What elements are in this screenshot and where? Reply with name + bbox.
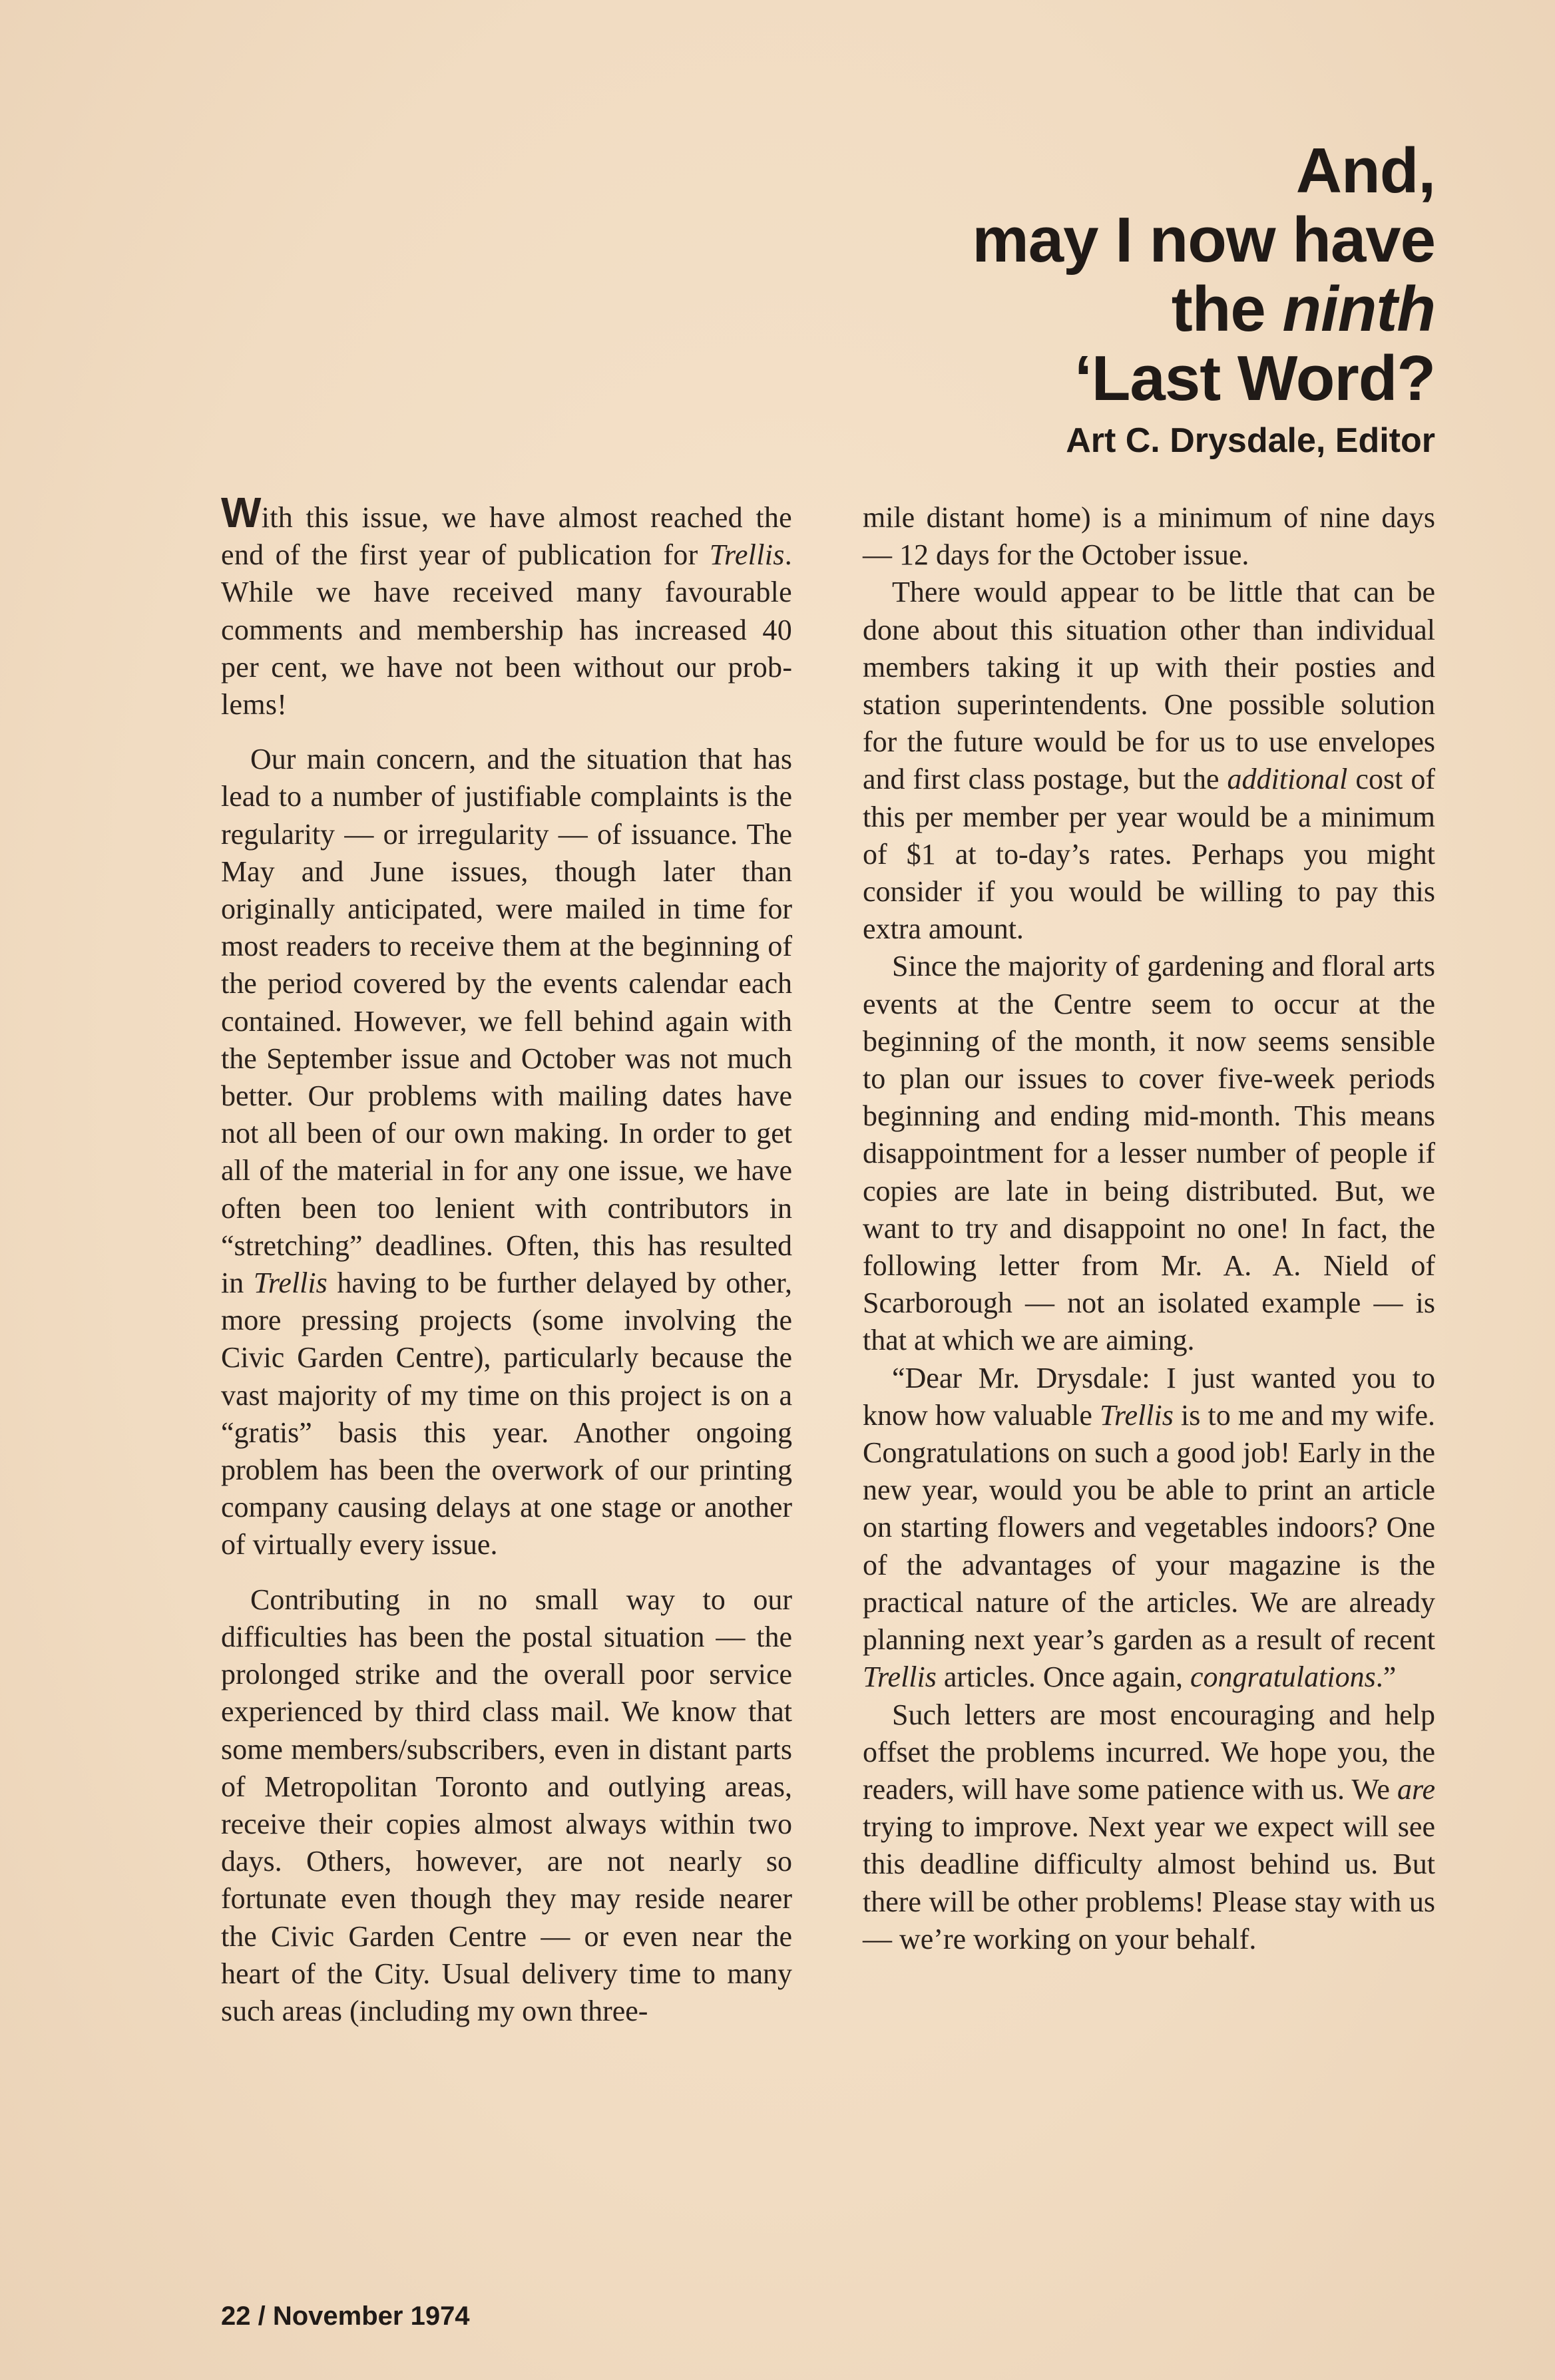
left-p1-text-a: ith this issue, we have almost reached the end of the first year of publication for (221, 501, 792, 572)
right-column (863, 499, 1435, 1958)
left-paragraph-2 (221, 741, 792, 1563)
left-p1-text-b: . While we have received many favourable comments and membership has increased 40 per cent, we have not been without our problems! (221, 538, 792, 721)
title-line-3 (972, 275, 1435, 344)
byline: Art C. Drysdale, Editor (1066, 421, 1435, 460)
left-paragraph-1 (221, 489, 792, 723)
right-paragraph-1: mile distant home) is a minimum of nine days — 12 days for the October issue. (863, 501, 1435, 572)
right-paragraph-2 (863, 574, 1435, 948)
right-paragraph-5 (863, 1696, 1435, 1958)
left-p2-italic: Trellis (253, 1267, 328, 1300)
right-p5-text-b: trying to improve. Next year we expect will see this deadline difficulty almost behind us. But there will be other problems! Please stay with us — we’re working on your behalf. (863, 1810, 1435, 1955)
left-p2-text-b: having to be further delayed by other, more pressing projects (some involving the Civic Garden Centre), particularly because the vast majority of my time on this project is on a “gratis” basis this year. Another ongoing problem has been the overwork of our printing company causing delays at one stage or another of virtually every issue. (221, 1267, 792, 1561)
right-p4-text-a: “Dear Mr. Drysdale: I just wanted you to know how valuable (863, 1361, 1435, 1432)
right-p5-text-a: Such letters are most encouraging and help offset the problems incurred. We hope you, the readers, will have some patience with us. We (863, 1698, 1435, 1806)
right-p4-text-d: .” (1375, 1661, 1397, 1694)
right-p4-italic-3: congratulations (1190, 1661, 1376, 1694)
page-folio: 22 / November 1974 (221, 2301, 470, 2331)
right-p5-italic: are (1397, 1772, 1435, 1806)
left-p1-italic: Trellis (709, 538, 785, 572)
right-p2-italic: additional (1227, 763, 1348, 796)
right-p4-italic-1: Trellis (1100, 1398, 1174, 1432)
title-line-4: ‘Last Word? (1074, 343, 1435, 414)
right-p2-text-b: cost of this per member per year would be a minimum of $1 at to-day’s rates. Perhaps you might consider if you would be willing to pay this extra amount. (863, 763, 1435, 946)
right-p2-text-a: There would appear to be little that can be done about this situation other than individual members taking it up with their posties and station superintendents. One possible solution for the future would be for us to use envelopes and first class postage, but the (863, 576, 1435, 796)
right-p4-text-c: articles. Once again, (936, 1661, 1191, 1694)
left-paragraph-3: Contributing in no small way to our difficulties has been the postal situation — the prolonged strike and the overall poor service experienced by third class mail. We know that some members/subscribers, even in distant parts of Metropolitan Toronto and outlying areas, receive their copies almost always within two days. Others, however, are not nearly so fortunate even though they may reside nearer the Civic Garden Centre — or even near the heart of the City. Usual delivery time to many such areas (including my own three- (221, 1583, 792, 2027)
article-title (972, 136, 1435, 413)
title-line-1: And, (1295, 135, 1435, 206)
drop-cap: W (221, 489, 262, 536)
right-paragraph-4 (863, 1360, 1435, 1696)
left-p2-text-a: Our main concern, and the situation that has lead to a number of justifiable complaints is the regularity — or irregularity — of issuance. The May and June issues, though later than originally anticipated, were mailed in time for most readers to receive them at the beginning of the period covered by the events calendar each contained. However, we fell behind again with the September issue and October was not much better. Our problems with mailing dates have not all been of our own making. In order to get all of the material in for any one issue, we have often been too lenient with contributors in “stretching” deadlines. Often, this has resulted in (221, 743, 792, 1300)
title-line-2: may I now have (972, 204, 1435, 276)
left-column (221, 489, 792, 2030)
right-p4-text-b: is to me and my wife. Congratulations on such a good job! Early in the new year, would you be able to print an article on starting flowers and vegetables indoors? One of the advantages of your magazine is the practical nature of the articles. We are already planning next year’s garden as a result of recent (863, 1398, 1435, 1657)
right-paragraph-3: Since the majority of gardening and floral arts events at the Centre seem to occur at the beginning of the month, it now seems sensible to plan our issues to cover five-week periods beginning and ending mid-month. This means disappointment for a lesser number of people if copies are late in being distributed. But, we want to try and disappoint no one! In fact, the following letter from Mr. A. A. Nield of Scarborough — not an isolated example — is that at which we are aiming. (863, 950, 1435, 1357)
title-line-3-italic: ninth (1282, 274, 1435, 345)
title-line-3-prefix: the (1171, 274, 1283, 345)
right-p4-italic-2: Trellis (863, 1661, 937, 1694)
